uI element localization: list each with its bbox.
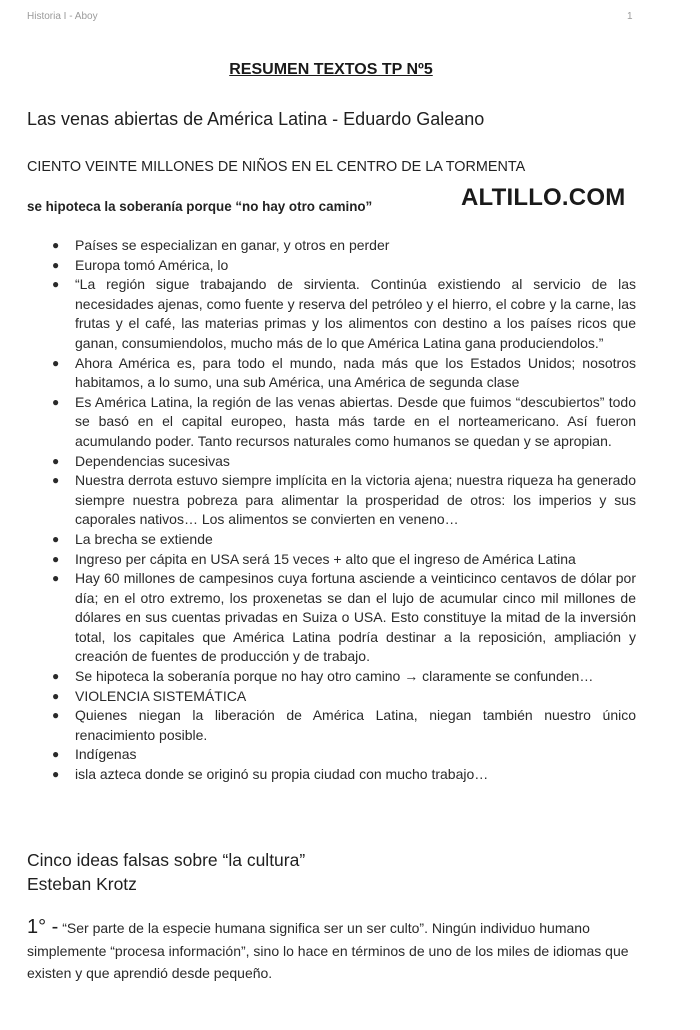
bullet-icon: ● [52, 355, 60, 370]
header-page-number: 1 [627, 11, 633, 22]
list-item [50, 393, 636, 452]
bullet-icon: ● [52, 551, 60, 566]
list-item-text: Europa tomó América, lo [75, 256, 229, 273]
section1-bold-subheading: se hipoteca la soberanía porque “no hay otro camino” [27, 199, 373, 214]
list-item-text: Países se especializan en ganar, y otros en perder [75, 237, 390, 253]
bullet-icon: ● [52, 453, 60, 468]
list-item-text: VIOLENCIA SISTEMÁTICA [75, 687, 247, 704]
list-item-text: La brecha se extiende [75, 530, 213, 547]
list-item-text: isla azteca donde se originó su propia ciudad con mucho trabajo… [75, 766, 489, 783]
list-item [50, 275, 636, 353]
bullet-icon: ● [52, 688, 60, 703]
bullet-icon: ● [52, 767, 60, 782]
bullet-icon: ● [52, 531, 60, 546]
item-number: 1° - [27, 916, 59, 938]
list-item-text: Indígenas [75, 746, 137, 763]
bullet-icon: ● [52, 571, 60, 586]
watermark-logo: ALTILLO.COM [461, 184, 626, 211]
bullet-icon: ● [52, 277, 60, 292]
list-item-text: Ingreso per cápita en USA será 15 veces + alto que el ingreso de América Latina [75, 550, 576, 567]
list-item-text: Se hipoteca la soberanía porque no hay otro camino → claramente se confunden… [75, 668, 594, 685]
bullet-icon: ● [52, 473, 60, 488]
bullet-icon: ● [52, 708, 60, 723]
list-item [50, 687, 636, 707]
list-item-text: Hay 60 millones de campesinos cuya fortuna asciende a veinticinco centavos de dólar por día; en el otro extremo, los proxenetas se dan el lujo de acumular cinco mil millones de dólares en sus cuentas privadas en Suiza o USA. Esto constituye la mitad de la inversión total, los capitales que América Latina podría destinar a la reposición, ampliación y creación de fuentes de producción y de trabajo. [75, 570, 636, 665]
section1-heading: Las venas abiertas de América Latina - Eduardo Galeano [27, 109, 485, 129]
list-item-text: “La región sigue trabajando de sirvienta. Continúa existiendo al servicio de las necesidades ajenas, como fuente y reserva del petróleo y el hierro, el cobre y la carne, las frutas y el café, las materias primas y los alimentos con destino a los países ricos que ganan, consumiendolos, mucho más de lo que América Latina gana produciendolos.” [75, 276, 636, 351]
list-item [50, 765, 636, 785]
numbered-item-1 [27, 916, 637, 985]
list-item [50, 530, 636, 550]
bullet-icon: ● [52, 747, 60, 762]
list-item [50, 550, 636, 570]
document-title: RESUMEN TEXTOS TP Nº5 [229, 61, 433, 78]
item-text: “Ser parte de la especie humana significa ser un ser culto”. Ningún individuo humano simplemente “procesa información”, sino lo hace en términos de uno de los miles de idiomas que existen y que aprendió desde pequeño. [27, 920, 629, 981]
list-item [50, 745, 636, 765]
list-item [50, 471, 636, 530]
bullet-icon: ● [52, 669, 60, 684]
list-item [50, 236, 636, 256]
bullet-icon: ● [52, 394, 60, 409]
list-item [50, 569, 636, 667]
section2-heading-line1: Cinco ideas falsas sobre “la cultura” [27, 850, 306, 870]
header-doc-label: Historia I - Aboy [27, 11, 98, 22]
section1-caps-subheading: CIENTO VEINTE MILLONES DE NIÑOS EN EL CENTRO DE LA TORMENTA [27, 159, 526, 175]
section2-heading [27, 848, 305, 896]
section2-heading-line2: Esteban Krotz [27, 874, 137, 894]
list-item [50, 667, 636, 687]
bullet-list [50, 236, 636, 785]
list-item [50, 452, 636, 472]
list-item [50, 354, 636, 393]
list-item [50, 706, 636, 745]
bullet-icon: ● [52, 238, 60, 252]
list-item-text: Ahora América es, para todo el mundo, nada más que los Estados Unidos; nosotros habitamos, a lo sumo, una sub América, una América de segunda clase [75, 354, 636, 391]
list-item [50, 256, 636, 276]
bullet-icon: ● [52, 257, 60, 272]
list-item-text: Quienes niegan la liberación de América Latina, niegan también nuestro único renacimiento posible. [75, 707, 636, 743]
list-item-text: Nuestra derrota estuvo siempre implícita en la victoria ajena; nuestra riqueza ha generado siempre nuestra pobreza para alimentar la prosperidad de otros: los imperios y sus caporales nativos… Los alimentos se convierten en veneno… [75, 472, 636, 528]
list-item-text: Dependencias sucesivas [75, 452, 230, 469]
list-item-text: Es América Latina, la región de las venas abiertas. Desde que fuimos “descubiertos” todo se basó en el capital europeo, hasta más tarde en el norteamericano. Así fueron acumulando poder. Tanto recursos naturales como humanos se quedan y se apropian. [75, 393, 636, 449]
